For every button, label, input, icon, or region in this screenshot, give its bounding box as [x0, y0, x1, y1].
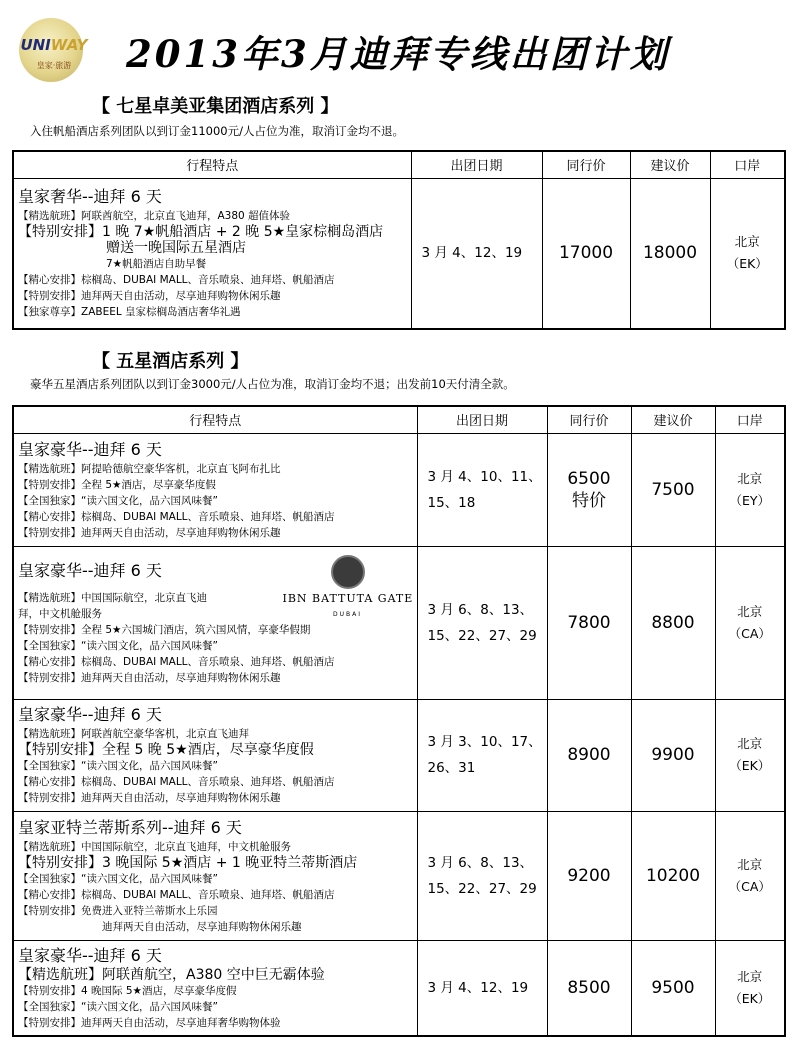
- peer-price: 17000: [542, 178, 630, 329]
- route-line: 【精心安排】棕榈岛、DUBAI MALL、音乐喷泉、迪拜塔、帆船酒店: [18, 776, 335, 788]
- special-price-tag: 特价: [572, 490, 606, 511]
- hotel-emblem-icon: [331, 555, 365, 589]
- route-line: 7★帆船酒店自助早餐: [106, 258, 207, 271]
- logo-brand: UNIWAY: [20, 36, 88, 54]
- table-row: [13, 178, 785, 329]
- route-line: 【精选航班】阿联酋航空，北京直飞迪拜，A380 超值体验: [18, 210, 291, 223]
- five-star-table: [12, 405, 786, 1037]
- peer-price: 9200: [547, 811, 631, 940]
- route-line: 【特别安排】1 晚 7★帆船酒店 + 2 晚 5★皇家棕榈岛酒店: [18, 224, 384, 241]
- route-line: 【精选航班】阿联酋航空豪华客机，北京直飞迪拜: [18, 728, 249, 740]
- route-line: 【特别安排】3 晚国际 5★酒店 + 1 晚亚特兰蒂斯酒店: [18, 854, 358, 871]
- departure-port: 北京 （EY）: [715, 433, 785, 546]
- col-header-route: 行程特点: [13, 406, 417, 433]
- route-line: 【独家尊享】ZABEEL 皇家棕榈岛酒店奢华礼遇: [18, 306, 241, 319]
- route-title: 皇家豪华--迪拜 6 天: [18, 439, 162, 459]
- col-header-port: 口岸: [715, 406, 785, 433]
- route-line: 【全国独家】“读六国文化，品六国风味餐”: [18, 1000, 218, 1013]
- seven-star-table: [12, 150, 786, 330]
- col-header-route: 行程特点: [13, 151, 411, 178]
- route-line: 【特别安排】全程 5★六国城门酒店，筑六国风情，享豪华假期: [18, 623, 311, 636]
- route-line: 【全国独家】“读六国文化，品六国风味餐”: [18, 494, 218, 507]
- departure-port: 北京 （CA）: [715, 811, 785, 940]
- table-header-row: [13, 151, 785, 178]
- route-line: 【精心安排】棕榈岛、DUBAI MALL、音乐喷泉、迪拜塔、帆船酒店: [18, 510, 335, 523]
- route-line: 【特别安排】迪拜两天自由活动，尽享迪拜购物休闲乐趣: [18, 671, 281, 684]
- route-line: 【全国独家】“读六国文化，品六国风味餐”: [18, 760, 218, 772]
- route-line: 【全国独家】“读六国文化，品六国风味餐”: [18, 639, 218, 652]
- col-header-suggested-price: 建议价: [631, 406, 715, 433]
- suggested-price: 7500: [631, 433, 715, 546]
- table-row: [13, 699, 785, 811]
- peer-price: 6500 特价: [547, 433, 631, 546]
- suggested-price: 10200: [631, 811, 715, 940]
- route-title: 皇家亚特兰蒂斯系列--迪拜 6 天: [18, 817, 242, 837]
- table-header-row: [13, 406, 785, 433]
- section-heading-five-star: 【 五星酒店系列 】: [92, 351, 249, 372]
- table-row: [13, 433, 785, 546]
- route-line: 【特别安排】全程 5 晚 5★酒店，尽享豪华度假: [18, 742, 314, 758]
- col-header-dates: 出团日期: [411, 151, 542, 178]
- departure-dates: 3 月 6、8、13、 15、22、27、29: [417, 811, 547, 940]
- page-title: 2013年3月迪拜专线出团计划: [126, 32, 670, 76]
- departure-dates: 3 月 6、8、13、 15、22、27、29: [417, 546, 547, 699]
- col-header-dates: 出团日期: [417, 406, 547, 433]
- route-line: 【特别安排】迪拜两天自由活动，尽享迪拜购物休闲乐趣: [18, 792, 281, 804]
- table-row: [13, 546, 785, 699]
- route-description: [13, 178, 411, 329]
- departure-dates: 3 月 4、10、11、 15、18: [417, 433, 547, 546]
- route-title: 皇家豪华--迪拜 6 天: [18, 560, 162, 580]
- departure-dates: 3 月 4、12、19: [411, 178, 542, 329]
- section-heading-seven-star: 【 七星卓美亚集团酒店系列 】: [92, 96, 339, 117]
- route-description: [13, 940, 417, 1036]
- company-logo: [14, 18, 94, 82]
- departure-dates: 3 月 3、10、17、 26、31: [417, 699, 547, 811]
- route-line: 【特别安排】4 晚国际 5★酒店，尽享豪华度假: [18, 984, 237, 997]
- col-header-peer-price: 同行价: [547, 406, 631, 433]
- peer-price: 8900: [547, 699, 631, 811]
- col-header-peer-price: 同行价: [542, 151, 630, 178]
- route-line: 【精选航班】阿联酋航空，A380 空中巨无霸体验: [18, 966, 325, 983]
- table-row: [13, 811, 785, 940]
- col-header-suggested-price: 建议价: [630, 151, 710, 178]
- departure-port: 北京 （CA）: [715, 546, 785, 699]
- table-row: [13, 940, 785, 1036]
- route-line: 赠送一晚国际五星酒店: [106, 240, 246, 257]
- route-line: 【精选航班】中国国际航空，北京直飞迪: [18, 591, 207, 604]
- departure-port: 北京 （EK）: [715, 940, 785, 1036]
- route-line: 迪拜两天自由活动，尽享迪拜购物休闲乐趣: [102, 920, 302, 933]
- route-description: [13, 546, 417, 699]
- suggested-price: 9900: [631, 699, 715, 811]
- route-line: 【特别安排】全程 5★酒店，尽享豪华度假: [18, 478, 216, 491]
- section-note-seven-star: 入住帆船酒店系列团队以到订金11000元/人占位为准，取消订金均不退。: [30, 124, 404, 138]
- route-line: 【精心安排】棕榈岛、DUBAI MALL、音乐喷泉、迪拜塔、帆船酒店: [18, 888, 335, 901]
- route-description: [13, 433, 417, 546]
- route-line: 【精选航班】中国国际航空，北京直飞迪拜，中文机舱服务: [18, 840, 291, 853]
- logo-subtitle: 皇家·旅游: [36, 61, 72, 70]
- route-line: 【特别安排】迪拜两天自由活动，尽享迪拜购物休闲乐趣: [18, 290, 281, 303]
- peer-price: 8500: [547, 940, 631, 1036]
- departure-port: 北京 （EK）: [715, 699, 785, 811]
- route-description: [13, 699, 417, 811]
- route-line: 【特别安排】迪拜两天自由活动，尽享迪拜奢华购物体验: [18, 1016, 281, 1029]
- ibn-battuta-gate-logo: IBN BATTUTA GATE DUBAI: [283, 555, 413, 623]
- departure-dates: 3 月 4、12、19: [417, 940, 547, 1036]
- route-line: 【精心安排】棕榈岛、DUBAI MALL、音乐喷泉、迪拜塔、帆船酒店: [18, 274, 335, 287]
- route-title: 皇家豪华--迪拜 6 天: [18, 945, 162, 965]
- suggested-price: 8800: [631, 546, 715, 699]
- col-header-port: 口岸: [710, 151, 785, 178]
- suggested-price: 18000: [630, 178, 710, 329]
- route-line: 【特别安排】迪拜两天自由活动，尽享迪拜购物休闲乐趣: [18, 526, 281, 539]
- route-line: 【全国独家】“读六国文化，品六国风味餐”: [18, 872, 218, 885]
- peer-price: 7800: [547, 546, 631, 699]
- departure-port: 北京 （EK）: [710, 178, 785, 329]
- route-title: 皇家豪华--迪拜 6 天: [18, 705, 162, 724]
- route-line: 【特别安排】免费进入亚特兰蒂斯水上乐园: [18, 904, 218, 917]
- route-line: 【精选航班】阿提哈德航空豪华客机，北京直飞阿布扎比: [18, 462, 281, 475]
- route-description: [13, 811, 417, 940]
- suggested-price: 9500: [631, 940, 715, 1036]
- route-line: 【精心安排】棕榈岛、DUBAI MALL、音乐喷泉、迪拜塔、帆船酒店: [18, 655, 335, 668]
- route-title: 皇家奢华--迪拜 6 天: [18, 187, 162, 207]
- section-note-five-star: 豪华五星酒店系列团队以到订金3000元/人占位为准，取消订金均不退；出发前10天付清全款。: [30, 377, 515, 391]
- route-line: 拜，中文机舱服务: [18, 607, 102, 620]
